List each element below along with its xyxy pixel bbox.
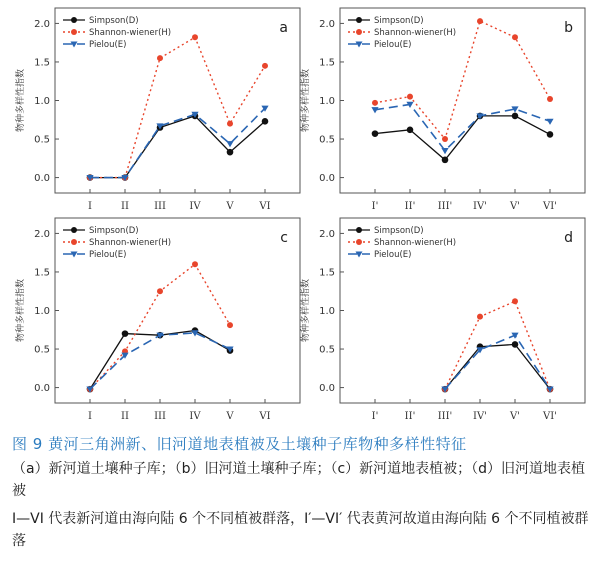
y-tick-label: 0.0 [319,173,335,185]
legend-marker-simpson [71,227,77,233]
series-line-pielou [90,108,265,177]
data-point-shannon [547,96,553,102]
x-tick-label: VI [259,201,271,212]
y-tick-label: 1.0 [319,96,335,107]
x-tick-label: II' [404,201,416,212]
data-point-shannon [512,34,518,40]
data-point-simpson [122,330,129,337]
x-tick-label: II [121,201,129,212]
data-point-simpson [512,341,519,348]
legend-marker-shannon [356,239,362,245]
data-point-shannon [512,298,518,304]
chart-panel-b [299,8,585,212]
y-axis-label: 物种多样性指数 [16,278,26,343]
series-line-pielou [445,335,550,389]
series-line-simpson [375,116,550,160]
data-point-shannon [157,288,163,294]
panel-label: c [280,230,288,246]
data-point-shannon [262,63,268,69]
data-point-simpson [227,149,234,156]
x-tick-label: VI' [543,201,557,212]
y-tick-label: 1.0 [34,96,50,107]
legend-label-simpson: Simpson(D) [89,226,139,236]
legend-label-pielou: Pielou(E) [374,250,412,260]
legend-label-shannon: Shannon-wiener(H) [89,28,172,38]
x-tick-label: IV' [473,201,487,212]
figure-caption-note: I—VI 代表新河道由海向陆 6 个不同植被群落，I′—VI′ 代表黄河故道由海向陆 6 个不同植被群落 [12,511,589,549]
legend-marker-simpson [356,17,362,23]
figure-caption-title: 图 9 黄河三角洲新、旧河道地表植被及土壤种子库物种多样性特征 [12,435,467,453]
x-tick-label: III [154,201,166,212]
y-tick-label: 0.5 [34,344,50,356]
y-tick-label: 0.5 [34,134,50,146]
y-tick-label: 0.0 [34,383,50,395]
y-tick-label: 1.5 [319,267,335,279]
x-tick-label: IV [189,201,201,212]
series-line-pielou [375,104,550,150]
chart-panel-c [14,218,300,422]
y-tick-label: 2.0 [319,18,335,30]
x-tick-label: I' [371,201,379,212]
x-tick-label: V [226,411,234,422]
y-tick-label: 1.5 [34,267,50,279]
legend-label-simpson: Simpson(D) [374,16,424,26]
y-axis-label: 物种多样性指数 [301,278,311,343]
y-tick-label: 0.5 [319,344,335,356]
series-line-shannon [90,264,230,389]
y-tick-label: 2.0 [34,18,50,30]
y-tick-label: 1.0 [319,306,335,317]
series-line-shannon [90,37,265,177]
legend-marker-simpson [71,17,77,23]
legend-label-pielou: Pielou(E) [89,40,127,50]
data-point-simpson [512,113,519,120]
legend-marker-shannon [71,29,77,35]
y-tick-label: 1.5 [34,57,50,69]
y-tick-label: 1.0 [34,306,50,317]
series-line-simpson [445,344,550,389]
x-tick-label: V' [510,201,520,212]
data-point-shannon [442,136,448,142]
data-point-simpson [262,118,269,125]
chart-panel-d [299,218,585,422]
y-axis-label: 物种多样性指数 [16,68,26,133]
data-point-pielou [546,119,553,125]
panel-label: b [564,20,573,36]
y-axis-label: 物种多样性指数 [301,68,311,133]
panel-label: a [279,20,288,36]
data-point-shannon [407,94,413,100]
data-point-shannon [227,322,233,328]
legend-label-shannon: Shannon-wiener(H) [89,238,172,248]
data-point-shannon [157,55,163,61]
x-tick-label: VI' [543,411,557,422]
y-tick-label: 2.0 [34,228,50,240]
y-tick-label: 0.0 [34,173,50,185]
legend-label-simpson: Simpson(D) [374,226,424,236]
y-tick-label: 0.5 [319,134,335,146]
data-point-simpson [547,131,554,138]
x-tick-label: V' [510,411,520,422]
series-line-pielou [90,333,230,389]
data-point-simpson [407,126,414,133]
legend-label-shannon: Shannon-wiener(H) [374,238,457,248]
x-tick-label: I [88,201,92,212]
figure-caption-subtitle: （a）新河道土壤种子库；（b）旧河道土壤种子库；（c）新河道地表植被；（d）旧河道地表植被 [12,461,586,499]
chart-panel-a [14,8,300,212]
y-tick-label: 0.0 [319,383,335,395]
series-line-simpson [90,116,265,178]
legend-label-shannon: Shannon-wiener(H) [374,28,457,38]
legend-label-pielou: Pielou(E) [89,250,127,260]
data-point-pielou [441,148,448,154]
legend-marker-shannon [71,239,77,245]
data-point-shannon [372,100,378,106]
x-tick-label: I [88,411,92,422]
data-point-simpson [442,157,449,164]
data-point-shannon [192,261,198,267]
x-tick-label: VI [259,411,271,422]
data-point-shannon [227,121,233,127]
data-point-shannon [477,18,483,24]
x-tick-label: V [226,201,234,212]
legend-marker-shannon [356,29,362,35]
x-tick-label: III' [437,411,453,422]
legend-marker-simpson [356,227,362,233]
x-tick-label: IV [189,411,201,422]
data-point-pielou [226,141,233,147]
legend-label-simpson: Simpson(D) [89,16,139,26]
legend-label-pielou: Pielou(E) [374,40,412,50]
series-line-shannon [375,21,550,139]
data-point-simpson [372,130,379,137]
x-tick-label: III [154,411,166,422]
data-point-shannon [477,314,483,320]
x-tick-label: III' [437,201,453,212]
data-point-pielou [371,107,378,113]
data-point-shannon [192,34,198,40]
x-tick-label: I' [371,411,379,422]
y-tick-label: 1.5 [319,57,335,69]
x-tick-label: II' [404,411,416,422]
y-tick-label: 2.0 [319,228,335,240]
panel-label: d [564,230,573,246]
x-tick-label: II [121,411,129,422]
x-tick-label: IV' [473,411,487,422]
series-line-simpson [90,331,230,390]
